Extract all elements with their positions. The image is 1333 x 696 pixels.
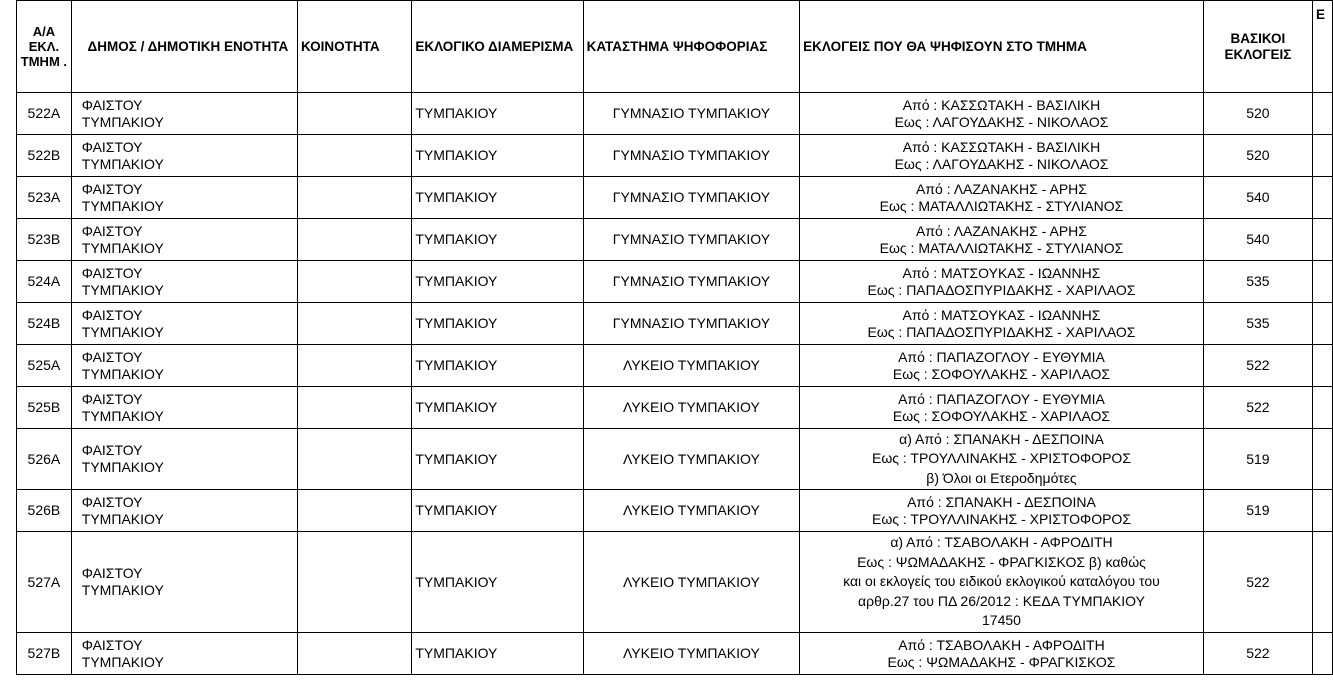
municipality-line: ΤΥΜΠΑΚΙΟΥ xyxy=(81,653,164,670)
voters-range-cell xyxy=(800,490,1204,532)
base-voters-cell: 520 xyxy=(1203,93,1312,135)
municipality-line: ΤΥΜΠΑΚΙΟΥ xyxy=(81,239,164,256)
polling-station-cell: ΛΥΚΕΙΟ ΤΥΜΠΑΚΙΟΥ xyxy=(583,490,800,532)
voters-range-line: Από : ΚΑΣΣΩΤΑΚΗ - ΒΑΣΙΛΙΚΗ xyxy=(902,138,1101,155)
polling-station-cell: ΓΥΜΝΑΣΙΟ ΤΥΜΠΑΚΙΟΥ xyxy=(583,93,800,135)
election-sections-table xyxy=(16,0,1333,675)
section-number-cell: 527Β xyxy=(17,633,72,675)
voters-range-line: και οι εκλογείς του ειδικού εκλογικού καταλόγου του xyxy=(843,573,1160,590)
municipality-line: ΦΑΙΣΤΟΥ xyxy=(81,493,143,510)
voters-range-cell xyxy=(800,93,1204,135)
voters-range-cell xyxy=(800,345,1204,387)
section-number-cell: 525Β xyxy=(17,387,72,429)
base-voters-cell: 540 xyxy=(1203,177,1312,219)
extra-cell xyxy=(1313,387,1333,429)
section-number-cell: 522Β xyxy=(17,135,72,177)
municipality-line: ΦΑΙΣΤΟΥ xyxy=(81,222,143,239)
table-row xyxy=(17,93,1333,135)
polling-station-cell: ΓΥΜΝΑΣΙΟ ΤΥΜΠΑΚΙΟΥ xyxy=(583,261,800,303)
municipality-cell xyxy=(71,93,297,135)
base-voters-cell: 522 xyxy=(1203,532,1312,633)
base-voters-cell: 535 xyxy=(1203,303,1312,345)
voters-range-line: Εως : ΨΩΜΑΔΑΚΗΣ - ΦΡΑΓΚΙΣΚΟΣ xyxy=(887,653,1116,670)
community-cell xyxy=(297,345,411,387)
voters-range-line: Από : ΣΠΑΝΑΚΗ - ΔΕΣΠΟΙΝΑ xyxy=(907,493,1096,510)
section-number-cell: 525Α xyxy=(17,345,72,387)
voters-range-line: Εως : ΛΑΓΟΥΔΑΚΗΣ - ΝΙΚΟΛΑΟΣ xyxy=(894,113,1109,130)
extra-cell xyxy=(1313,177,1333,219)
section-number-cell: 523Α xyxy=(17,177,72,219)
header-katastima: ΚΑΤΑΣΤΗΜΑ ΨΗΦΟΦΟΡΙΑΣ xyxy=(583,1,800,93)
voters-range-line: Εως : ΣΟΦΟΥΛΑΚΗΣ - ΧΑΡΙΛΑΟΣ xyxy=(892,407,1111,424)
section-number-cell: 526Α xyxy=(17,429,72,490)
base-voters-cell: 519 xyxy=(1203,490,1312,532)
voters-range-cell xyxy=(800,633,1204,675)
voters-range-cell xyxy=(800,532,1204,633)
municipality-line: ΤΥΜΠΑΚΙΟΥ xyxy=(81,365,164,382)
municipality-line: ΤΥΜΠΑΚΙΟΥ xyxy=(81,281,164,298)
extra-cell xyxy=(1313,93,1333,135)
header-vasikoi: ΒΑΣΙΚΟΙ ΕΚΛΟΓΕΙΣ xyxy=(1203,1,1312,93)
extra-cell xyxy=(1313,429,1333,490)
municipality-line: ΦΑΙΣΤΟΥ xyxy=(81,442,143,458)
extra-cell xyxy=(1313,532,1333,633)
district-cell: ΤΥΜΠΑΚΙΟΥ xyxy=(412,345,583,387)
municipality-line: ΦΑΙΣΤΟΥ xyxy=(81,636,143,653)
voters-range-line: Εως : ΨΩΜΑΔΑΚΗΣ - ΦΡΑΓΚΙΣΚΟΣ β) καθώς xyxy=(857,553,1146,570)
municipality-line: ΦΑΙΣΤΟΥ xyxy=(81,565,143,581)
community-cell xyxy=(297,429,411,490)
district-cell: ΤΥΜΠΑΚΙΟΥ xyxy=(412,93,583,135)
municipality-line: ΦΑΙΣΤΟΥ xyxy=(81,348,143,365)
extra-cell xyxy=(1313,219,1333,261)
municipality-cell xyxy=(71,490,297,532)
municipality-line: ΦΑΙΣΤΟΥ xyxy=(81,264,143,281)
polling-station-cell: ΓΥΜΝΑΣΙΟ ΤΥΜΠΑΚΙΟΥ xyxy=(583,219,800,261)
polling-station-cell: ΛΥΚΕΙΟ ΤΥΜΠΑΚΙΟΥ xyxy=(583,345,800,387)
municipality-line: ΤΥΜΠΑΚΙΟΥ xyxy=(81,197,164,214)
voters-range-line: Εως : ΜΑΤΑΛΛΙΩΤΑΚΗΣ - ΣΤΥΛΙΑΝΟΣ xyxy=(879,239,1124,256)
voters-range-line: α) Από : ΣΠΑΝΑΚΗ - ΔΕΣΠΟΙΝΑ xyxy=(899,430,1104,447)
municipality-line: ΦΑΙΣΤΟΥ xyxy=(81,390,143,407)
base-voters-cell: 540 xyxy=(1203,219,1312,261)
community-cell xyxy=(297,303,411,345)
header-koinotita: ΚΟΙΝΟΤΗΤΑ xyxy=(297,1,411,93)
table-row xyxy=(17,345,1333,387)
municipality-line: ΤΥΜΠΑΚΙΟΥ xyxy=(81,582,164,598)
voters-range-cell xyxy=(800,261,1204,303)
municipality-line: ΤΥΜΠΑΚΙΟΥ xyxy=(81,459,164,475)
voters-range-line: Από : ΤΣΑΒΟΛΑΚΗ - ΑΦΡΟΔΙΤΗ xyxy=(898,636,1105,653)
voters-range-line: Εως : ΛΑΓΟΥΔΑΚΗΣ - ΝΙΚΟΛΑΟΣ xyxy=(894,155,1109,172)
table-row xyxy=(17,490,1333,532)
district-cell: ΤΥΜΠΑΚΙΟΥ xyxy=(412,490,583,532)
table-row xyxy=(17,261,1333,303)
voters-range-line: Από : ΠΑΠΑΖΟΓΛΟΥ - ΕΥΘΥΜΙΑ xyxy=(898,348,1105,365)
extra-cell xyxy=(1313,633,1333,675)
district-cell: ΤΥΜΠΑΚΙΟΥ xyxy=(412,261,583,303)
district-cell: ΤΥΜΠΑΚΙΟΥ xyxy=(412,303,583,345)
voters-range-cell xyxy=(800,177,1204,219)
voters-range-line: Από : ΜΑΤΣΟΥΚΑΣ - ΙΩΑΝΝΗΣ xyxy=(902,306,1101,323)
municipality-line: ΤΥΜΠΑΚΙΟΥ xyxy=(81,113,164,130)
district-cell: ΤΥΜΠΑΚΙΟΥ xyxy=(412,387,583,429)
extra-cell xyxy=(1313,490,1333,532)
table-row xyxy=(17,532,1333,633)
community-cell xyxy=(297,532,411,633)
base-voters-cell: 522 xyxy=(1203,633,1312,675)
voters-range-line: Εως : ΜΑΤΑΛΛΙΩΤΑΚΗΣ - ΣΤΥΛΙΑΝΟΣ xyxy=(879,197,1124,214)
polling-station-cell: ΛΥΚΕΙΟ ΤΥΜΠΑΚΙΟΥ xyxy=(583,387,800,429)
municipality-cell xyxy=(71,135,297,177)
voters-range-cell xyxy=(800,303,1204,345)
municipality-line: ΦΑΙΣΤΟΥ xyxy=(81,138,143,155)
municipality-cell xyxy=(71,429,297,490)
district-cell: ΤΥΜΠΑΚΙΟΥ xyxy=(412,135,583,177)
header-eklogeis: ΕΚΛΟΓΕΙΣ ΠΟΥ ΘΑ ΨΗΦΙΣΟΥΝ ΣΤΟ ΤΜΗΜΑ xyxy=(800,1,1204,93)
extra-cell xyxy=(1313,135,1333,177)
header-diamerisma: ΕΚΛΟΓΙΚΟ ΔΙΑΜΕΡΙΣΜΑ xyxy=(412,1,583,93)
voters-range-line: Από : ΛΑΖΑΝΑΚΗΣ - ΑΡΗΣ xyxy=(916,180,1087,197)
district-cell: ΤΥΜΠΑΚΙΟΥ xyxy=(412,219,583,261)
community-cell xyxy=(297,177,411,219)
voters-range-line: Από : ΜΑΤΣΟΥΚΑΣ - ΙΩΑΝΝΗΣ xyxy=(902,264,1101,281)
municipality-cell xyxy=(71,303,297,345)
polling-station-cell: ΛΥΚΕΙΟ ΤΥΜΠΑΚΙΟΥ xyxy=(583,532,800,633)
voters-range-line: Από : ΚΑΣΣΩΤΑΚΗ - ΒΑΣΙΛΙΚΗ xyxy=(902,96,1101,113)
base-voters-cell: 535 xyxy=(1203,261,1312,303)
voters-range-line: 17450 xyxy=(982,612,1021,629)
municipality-cell xyxy=(71,219,297,261)
district-cell: ΤΥΜΠΑΚΙΟΥ xyxy=(412,633,583,675)
voters-range-line: αρθρ.27 του ΠΔ 26/2012 : ΚΕΔΑ ΤΥΜΠΑΚΙΟΥ xyxy=(858,592,1145,609)
municipality-cell xyxy=(71,345,297,387)
municipality-line: ΤΥΜΠΑΚΙΟΥ xyxy=(81,323,164,340)
voters-range-line: Εως : ΠΑΠΑΔΟΣΠΥΡΙΔΑΚΗΣ - ΧΑΡΙΛΑΟΣ xyxy=(867,323,1136,340)
base-voters-cell: 522 xyxy=(1203,387,1312,429)
municipality-line: ΦΑΙΣΤΟΥ xyxy=(81,180,143,197)
table-row xyxy=(17,387,1333,429)
table-header-row xyxy=(17,1,1333,93)
voters-range-line: β) Όλοι οι Ετεροδημότες xyxy=(926,469,1077,486)
table-row xyxy=(17,219,1333,261)
district-cell: ΤΥΜΠΑΚΙΟΥ xyxy=(412,532,583,633)
voters-range-line: Από : ΛΑΖΑΝΑΚΗΣ - ΑΡΗΣ xyxy=(916,222,1087,239)
voters-range-cell xyxy=(800,219,1204,261)
section-number-cell: 524Β xyxy=(17,303,72,345)
municipality-line: ΦΑΙΣΤΟΥ xyxy=(81,96,143,113)
community-cell xyxy=(297,261,411,303)
voters-range-line: Εως : ΣΟΦΟΥΛΑΚΗΣ - ΧΑΡΙΛΑΟΣ xyxy=(892,365,1111,382)
district-cell: ΤΥΜΠΑΚΙΟΥ xyxy=(412,429,583,490)
voters-range-line: Από : ΠΑΠΑΖΟΓΛΟΥ - ΕΥΘΥΜΙΑ xyxy=(898,390,1105,407)
voters-range-cell xyxy=(800,135,1204,177)
community-cell xyxy=(297,93,411,135)
section-number-cell: 522Α xyxy=(17,93,72,135)
polling-station-cell: ΛΥΚΕΙΟ ΤΥΜΠΑΚΙΟΥ xyxy=(583,633,800,675)
header-dimos: ΔΗΜΟΣ / ΔΗΜΟΤΙΚΗ ΕΝΟΤΗΤΑ xyxy=(71,1,297,93)
voters-range-line: Εως : ΠΑΠΑΔΟΣΠΥΡΙΔΑΚΗΣ - ΧΑΡΙΛΑΟΣ xyxy=(867,281,1136,298)
municipality-cell xyxy=(71,261,297,303)
municipality-cell xyxy=(71,387,297,429)
voters-range-line: Εως : ΤΡΟΥΛΛΙΝΑΚΗΣ - ΧΡΙΣΤΟΦΟΡΟΣ xyxy=(871,510,1131,527)
municipality-cell xyxy=(71,177,297,219)
municipality-line: ΤΥΜΠΑΚΙΟΥ xyxy=(81,407,164,424)
community-cell xyxy=(297,135,411,177)
section-number-cell: 523Β xyxy=(17,219,72,261)
municipality-line: ΤΥΜΠΑΚΙΟΥ xyxy=(81,510,164,527)
base-voters-cell: 520 xyxy=(1203,135,1312,177)
polling-station-cell: ΛΥΚΕΙΟ ΤΥΜΠΑΚΙΟΥ xyxy=(583,429,800,490)
table-row xyxy=(17,135,1333,177)
municipality-line: ΦΑΙΣΤΟΥ xyxy=(81,306,143,323)
header-extra: Ε xyxy=(1313,1,1333,93)
extra-cell xyxy=(1313,345,1333,387)
base-voters-cell: 519 xyxy=(1203,429,1312,490)
table-row xyxy=(17,429,1333,490)
section-number-cell: 527Α xyxy=(17,532,72,633)
community-cell xyxy=(297,633,411,675)
section-number-cell: 526Β xyxy=(17,490,72,532)
voters-range-cell xyxy=(800,429,1204,490)
table-row xyxy=(17,303,1333,345)
extra-cell xyxy=(1313,261,1333,303)
header-aa: Α/Α ΕΚΛ. ΤΜΗΜ . xyxy=(17,1,72,93)
community-cell xyxy=(297,219,411,261)
community-cell xyxy=(297,387,411,429)
district-cell: ΤΥΜΠΑΚΙΟΥ xyxy=(412,177,583,219)
section-number-cell: 524Α xyxy=(17,261,72,303)
voters-range-line: α) Από : ΤΣΑΒΟΛΑΚΗ - ΑΦΡΟΔΙΤΗ xyxy=(890,534,1113,551)
base-voters-cell: 522 xyxy=(1203,345,1312,387)
municipality-cell xyxy=(71,532,297,633)
extra-cell xyxy=(1313,303,1333,345)
community-cell xyxy=(297,490,411,532)
municipality-cell xyxy=(71,633,297,675)
table-row xyxy=(17,633,1333,675)
polling-station-cell: ΓΥΜΝΑΣΙΟ ΤΥΜΠΑΚΙΟΥ xyxy=(583,303,800,345)
voters-range-line: Εως : ΤΡΟΥΛΛΙΝΑΚΗΣ - ΧΡΙΣΤΟΦΟΡΟΣ xyxy=(871,450,1131,467)
voters-range-cell xyxy=(800,387,1204,429)
polling-station-cell: ΓΥΜΝΑΣΙΟ ΤΥΜΠΑΚΙΟΥ xyxy=(583,177,800,219)
polling-station-cell: ΓΥΜΝΑΣΙΟ ΤΥΜΠΑΚΙΟΥ xyxy=(583,135,800,177)
table-row xyxy=(17,177,1333,219)
municipality-line: ΤΥΜΠΑΚΙΟΥ xyxy=(81,155,164,172)
